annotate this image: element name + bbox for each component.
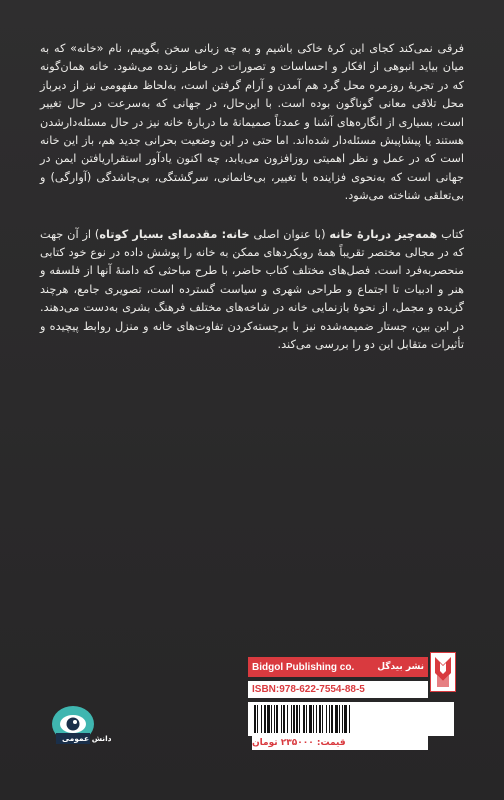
series-eye-logo-icon: [50, 704, 96, 754]
book-title-fa: همه‌چیز دربارهٔ خانه: [329, 227, 438, 241]
barcode-icon: [248, 702, 454, 736]
blurb-paragraph-1: فرقی نمی‌کند کجای این کرهٔ خاکی باشیم و به چه زبانی سخن بگوییم، نام «خانه» که به میان بیاید انبوهی از افکار و احساسات و تصورات در خاطر زنده می‌شود. خانه همان‌گونه که در تجربهٔ روزمره محل گرد هم آمدن و آرام گرفتن است، به‌لحاظ مفهومی نیز از دیرباز محل تلاقی معانی گوناگون بوده است. با این‌حال، در جهانی که به‌سرعت در حال تغییر است، بسیاری از انگاره‌های آشنا و عمدتاً صمیمانهٔ ما دربارهٔ خانه نیز در حال مسئله‌دارشدن هستند یا پیشاپیش مسئله‌دار شده‌اند. اما حتی در این وضعیت بحرانی جدید هم، باز این خانه است که در عمل و نظر اهمیتی روزافزون می‌یابد، چه اکنون یادآور استقراریافتن ایمن در جهانی است که به‌نحوی فزاینده با تغییر، بی‌خانمانی، سرگشتگی، بی‌جاشدگی (آوارگی) و بی‌تعلقی شناخته می‌شود.: [40, 42, 464, 203]
isbn-label: ISBN:978-622-7554-88-5: [248, 681, 428, 698]
publisher-name-fa: نشر بیدگل: [377, 662, 424, 672]
blurb-paragraph-2: [40, 226, 464, 355]
publisher-name-bar: [248, 657, 428, 677]
barcode: [248, 702, 454, 736]
original-title: خانه: مقدمه‌ای بسیار کوتاه: [99, 227, 250, 241]
bidgol-logo-icon: [430, 652, 456, 692]
back-cover-blurb: [40, 40, 464, 375]
price-label: قیمت: ۲۳۵۰۰۰ تومان: [252, 736, 428, 750]
blurb-p2-intro: کتاب: [437, 227, 464, 241]
blurb-p2-mid: (با عنوان اصلی: [249, 227, 330, 241]
blurb-p2-rest: ) از آن جهت که در مجالی مختصر تقریباً همهٔ رویکردهای ممکن به خانه را پوشش داده در نوع خود کتابی منحصربه‌فرد است. فصل‌های مختلف کتاب حاضر، با طرح مباحثی که دامنهٔ آنها از فلسفه و هنر و ادبیات تا اجتماع و طراحی شهری و سیاست گسترده است، تصویری جامع، هرچند گزیده و مجمل، از نحوهٔ بازنمایی خانه در شاخه‌های مختلف فرهنگ بشری به‌دست می‌دهند. در این بین، جستار ضمیمه‌شده نیز با برجسته‌کردن تفاوت‌های خانه و منزل روابط پیچیده و تأثیرات متقابل این دو را بررسی می‌کند.: [40, 227, 464, 352]
series-label: دانش عمومی: [62, 734, 112, 743]
publisher-name-en: Bidgol Publishing co.: [252, 661, 355, 673]
